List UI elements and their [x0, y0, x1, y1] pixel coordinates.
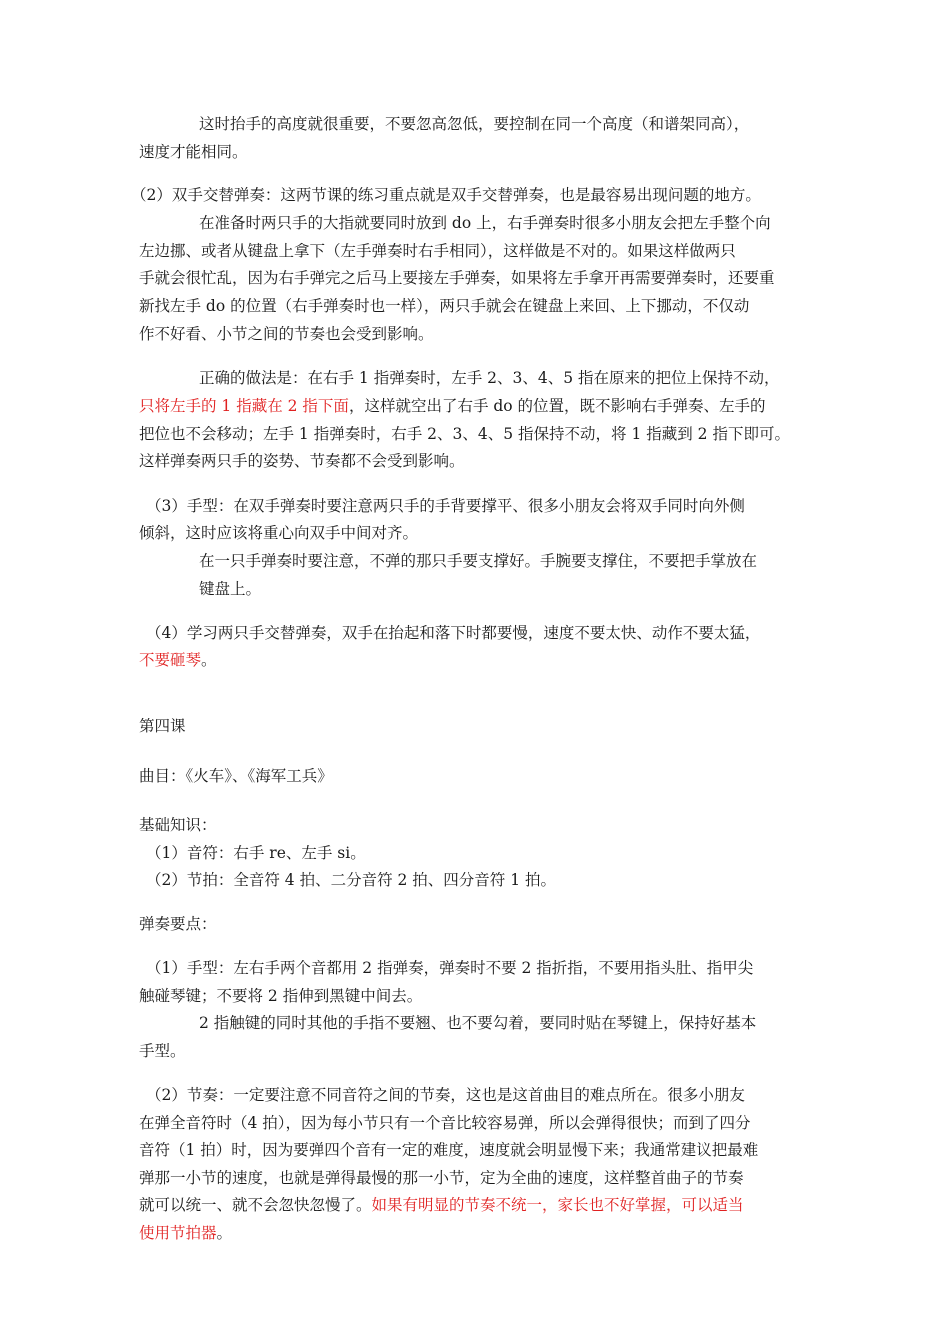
text-line: （4）学习两只手交替弹奏，双手在抬起和落下时都要慢，速度不要太快、动作不要太猛， — [146, 624, 761, 642]
text-line: 2 指触键的同时其他的手指不要翘、也不要勾着，要同时贴在琴键上，保持好基本 — [199, 1014, 757, 1032]
highlighted-text: 使用节拍器 — [139, 1224, 217, 1242]
highlighted-text: 不要砸琴 — [139, 651, 202, 669]
text-run: 。 — [216, 1224, 233, 1242]
text-line: （1）手型：左右手两个音都用 2 指弹奏，弹奏时不要 2 指折指，不要用指头肚、指甲尖 — [146, 959, 754, 977]
text-line: 手就会很忙乱，因为右手弹完之后马上要接左手弹奏，如果将左手拿开再需要弹奏时，还要重 — [139, 269, 775, 287]
text-line: 倾斜，这时应该将重心向双手中间对齐。 — [139, 524, 419, 542]
text-line: 曲目：《火车》、《海军工兵》 — [139, 767, 333, 785]
text-run: ，这样就空出了右手 do 的位置，既不影响右手弹奏、左手的 — [348, 397, 766, 415]
subsection-title: 基础知识： — [139, 816, 217, 834]
text-line: 触碰琴键；不要将 2 指伸到黑键中间去。 — [139, 987, 423, 1005]
text-line: （2）双手交替弹奏：这两节课的练习重点就是双手交替弹奏，也是最容易出现问题的地方。 — [131, 186, 761, 204]
subsection-title: 弹奏要点： — [139, 915, 217, 933]
text-line: 键盘上。 — [199, 580, 262, 598]
text-line: （3）手型：在双手弹奏时要注意两只手的手背要撑平、很多小朋友会将双手同时向外侧 — [146, 497, 745, 515]
text-line: 音符（1 拍）时，因为要弹四个音有一定的难度，速度就会明显慢下来；我通常建议把最难 — [139, 1141, 759, 1159]
text-line: 手型。 — [139, 1042, 186, 1060]
text-line: 左边挪、或者从键盘上拿下（左手弹奏时右手相同），这样做是不对的。如果这样做两只 — [139, 242, 736, 260]
list-item: （2）节拍：全音符 4 拍、二分音符 2 拍、四分音符 1 拍。 — [146, 871, 557, 889]
highlighted-text: 如果有明显的节奏不统一，家长也不好掌握，可以适当 — [371, 1196, 744, 1214]
text-line — [139, 1193, 744, 1217]
section-title: 第四课 — [139, 717, 186, 735]
list-item: （1）音符：右手 re、左手 si。 — [146, 844, 366, 862]
text-run: 。 — [201, 651, 217, 669]
text-line: 新找左手 do 的位置（右手弹奏时也一样），两只手就会在键盘上来回、上下挪动，不仅动 — [139, 297, 750, 315]
text-run: 就可以统一、就不会忽快忽慢了。 — [139, 1196, 372, 1214]
text-line: 弹那一小节的速度，也就是弹得最慢的那一小节，定为全曲的速度，这样整首曲子的节奏 — [139, 1169, 744, 1187]
highlighted-text: 只将左手的 1 指藏在 2 指下面 — [139, 397, 349, 415]
text-line: 在弹全音符时（4 拍），因为每小节只有一个音比较容易弹，所以会弹得很快；而到了四分 — [139, 1114, 751, 1132]
text-line: 正确的做法是：在右手 1 指弹奏时，左手 2、3、4、5 指在原来的把位上保持不动， — [199, 369, 780, 387]
text-line — [139, 648, 217, 672]
text-line: 在准备时两只手的大指就要同时放到 do 上，右手弹奏时很多小朋友会把左手整个向 — [199, 214, 771, 232]
text-line: 速度才能相同。 — [139, 143, 248, 161]
text-line: （2）节奏：一定要注意不同音符之间的节奏，这也是这首曲目的难点所在。很多小朋友 — [146, 1086, 745, 1104]
text-line — [139, 1221, 232, 1245]
text-line: 这时抬手的高度就很重要，不要忽高忽低，要控制在同一个高度（和谱架同高）， — [199, 115, 750, 133]
text-line: 在一只手弹奏时要注意，不弹的那只手要支撑好。手腕要支撑住，不要把手掌放在 — [199, 552, 758, 570]
text-line: 作不好看、小节之间的节奏也会受到影响。 — [139, 325, 434, 343]
text-line: 把位也不会移动；左手 1 指弹奏时，右手 2、3、4、5 指保持不动，将 1 指藏到 2 指下即可。 — [139, 425, 790, 443]
text-line: 这样弹奏两只手的姿势、节奏都不会受到影响。 — [139, 452, 465, 470]
text-line — [139, 394, 766, 418]
